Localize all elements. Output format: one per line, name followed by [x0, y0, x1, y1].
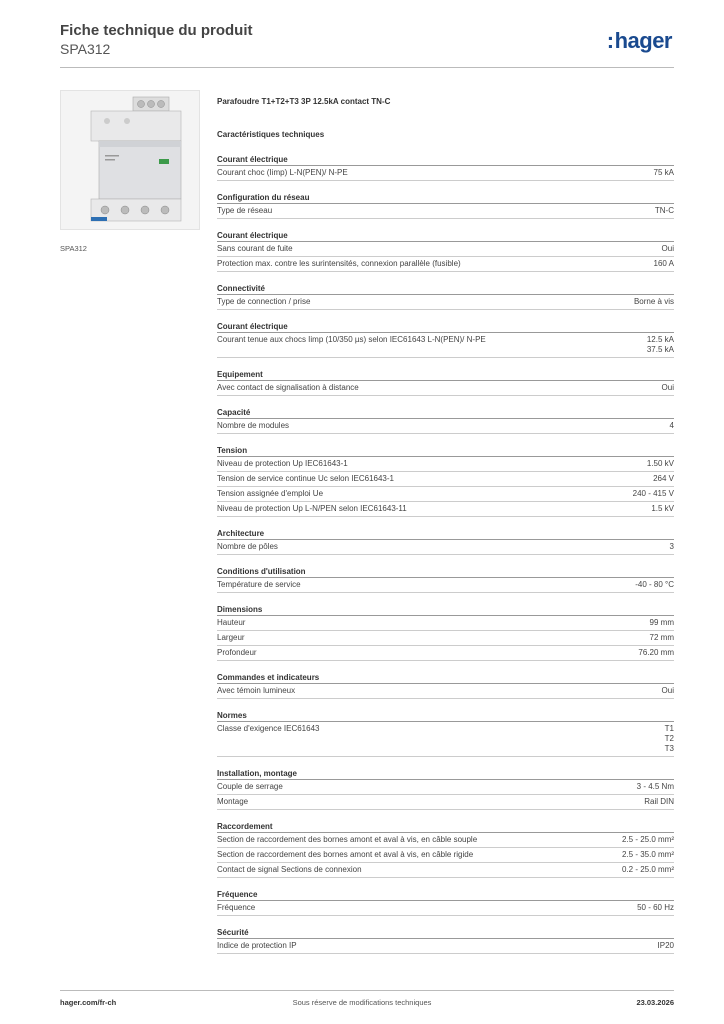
image-caption: SPA312: [60, 244, 87, 253]
spec-row: [217, 863, 674, 878]
spec-row: [217, 848, 674, 863]
spec-value: [644, 797, 674, 807]
spec-group-title: Installation, montage: [217, 767, 674, 780]
page-header: [60, 22, 674, 66]
spec-value-line: Oui: [661, 686, 674, 695]
spec-label: Tension de service continue Uc selon IEC61643-1: [217, 474, 394, 483]
spec-value-line: 76.20 mm: [638, 648, 674, 657]
spec-value: [622, 835, 674, 845]
spec-label: Type de réseau: [217, 206, 273, 215]
spec-value-line: 12.5 kA: [646, 335, 674, 344]
footer-website: hager.com/fr-ch: [60, 998, 117, 1007]
spec-value: [655, 206, 674, 216]
spec-group: [217, 767, 674, 810]
product-image: [60, 90, 200, 230]
logo-text: hager: [614, 28, 672, 53]
spec-group-title: Dimensions: [217, 603, 674, 616]
spec-value-line: T2: [664, 734, 674, 743]
spec-row: [217, 295, 674, 310]
spec-label: Courant tenue aux chocs Iimp (10/350 µs) selon IEC61643 L-N(PEN)/ N-PE: [217, 335, 486, 344]
spec-row: [217, 242, 674, 257]
spec-value: [647, 335, 674, 355]
spec-value-line: Rail DIN: [644, 797, 674, 806]
spec-row: [217, 616, 674, 631]
spec-label: Tension assignée d'emploi Ue: [217, 489, 324, 498]
spec-row: [217, 833, 674, 848]
spec-value: [633, 489, 674, 499]
surge-protector-product-photo-icon: [61, 91, 201, 231]
spec-group-title: Configuration du réseau: [217, 191, 674, 204]
specifications: [217, 96, 674, 954]
spec-value-line: 3 - 4.5 Nm: [636, 782, 674, 791]
spec-label: Section de raccordement des bornes amont et aval à vis, en câble rigide: [217, 850, 474, 859]
spec-group-title: Conditions d'utilisation: [217, 565, 674, 578]
spec-row: [217, 939, 674, 954]
spec-group-title: Normes: [217, 709, 674, 722]
spec-row: [217, 722, 674, 757]
spec-label: Fréquence: [217, 903, 256, 912]
spec-value: [637, 782, 674, 792]
spec-group-title: Courant électrique: [217, 320, 674, 333]
spec-label: Niveau de protection Up IEC61643-1: [217, 459, 348, 468]
spec-group: [217, 282, 674, 310]
spec-value: [651, 504, 674, 514]
footer-date: 23.03.2026: [636, 998, 674, 1007]
spec-value-line: TN-C: [654, 206, 674, 215]
spec-value: [662, 383, 674, 393]
spec-label: Nombre de modules: [217, 421, 290, 430]
spec-label: Protection max. contre les surintensités, connexion parallèle (fusible): [217, 259, 461, 268]
spec-value: [650, 633, 674, 643]
spec-group: [217, 926, 674, 954]
section-title: Caractéristiques techniques: [217, 130, 325, 139]
spec-value-line: 0.2 - 25.0 mm²: [621, 865, 674, 874]
spec-label: Hauteur: [217, 618, 246, 627]
spec-group: [217, 444, 674, 517]
spec-group: [217, 320, 674, 358]
spec-row: [217, 204, 674, 219]
spec-row: [217, 381, 674, 396]
spec-group: [217, 820, 674, 878]
spec-row: [217, 578, 674, 593]
spec-value: [650, 618, 674, 628]
spec-group: [217, 603, 674, 661]
spec-value: [647, 459, 674, 469]
spec-group: [217, 671, 674, 699]
spec-value: [662, 686, 674, 696]
spec-value-line: 2.5 - 25.0 mm²: [621, 835, 674, 844]
spec-label: Largeur: [217, 633, 245, 642]
spec-value-line: T1: [664, 724, 674, 733]
spec-value-line: -40 - 80 °C: [635, 580, 674, 589]
spec-group: [217, 527, 674, 555]
spec-row: [217, 457, 674, 472]
spec-group-title: Capacité: [217, 406, 674, 419]
spec-group: [217, 368, 674, 396]
spec-label: Avec contact de signalisation à distance: [217, 383, 359, 392]
spec-label: Avec témoin lumineux: [217, 686, 296, 695]
spec-label: Niveau de protection Up L-N/PEN selon IEC61643-11: [217, 504, 407, 513]
spec-row: [217, 631, 674, 646]
spec-value-line: 75 kA: [653, 168, 674, 177]
spec-row: [217, 166, 674, 181]
spec-row: [217, 780, 674, 795]
spec-group-title: Courant électrique: [217, 153, 674, 166]
spec-value-line: 1.5 kV: [651, 504, 674, 513]
spec-label: Classe d'exigence IEC61643: [217, 724, 320, 733]
spec-value: [622, 850, 674, 860]
spec-row: [217, 419, 674, 434]
spec-group: [217, 888, 674, 916]
spec-row: [217, 901, 674, 916]
spec-value-line: 4: [669, 421, 674, 430]
spec-value-line: 264 V: [653, 474, 674, 483]
spec-row: [217, 795, 674, 810]
spec-value-line: Borne à vis: [633, 297, 674, 306]
spec-group-title: Raccordement: [217, 820, 674, 833]
spec-value: [654, 168, 674, 178]
spec-value: [658, 941, 674, 951]
spec-row: [217, 540, 674, 555]
spec-value: [638, 648, 674, 658]
spec-groups: [217, 153, 674, 954]
spec-value-line: 72 mm: [649, 633, 674, 642]
spec-value: [637, 903, 674, 913]
spec-value-line: 3: [669, 542, 674, 551]
spec-label: Contact de signal Sections de connexion: [217, 865, 362, 874]
product-name: Parafoudre T1+T2+T3 3P 12.5kA contact TN-C: [217, 97, 391, 106]
spec-value-line: Oui: [661, 383, 674, 392]
spec-group-title: Tension: [217, 444, 674, 457]
spec-value: [653, 474, 674, 484]
spec-row: [217, 487, 674, 502]
spec-label: Section de raccordement des bornes amont et aval à vis, en câble souple: [217, 835, 478, 844]
spec-group: [217, 406, 674, 434]
spec-value: [662, 244, 674, 254]
spec-group-title: Sécurité: [217, 926, 674, 939]
spec-group: [217, 153, 674, 181]
spec-group-title: Courant électrique: [217, 229, 674, 242]
spec-value-line: 2.5 - 35.0 mm²: [621, 850, 674, 859]
spec-label: Couple de serrage: [217, 782, 283, 791]
spec-group: [217, 229, 674, 272]
spec-label: Montage: [217, 797, 249, 806]
hager-logo: [607, 28, 672, 54]
spec-value: [622, 865, 674, 875]
spec-value-line: 160 A: [653, 259, 674, 268]
spec-group: [217, 191, 674, 219]
spec-value: [634, 297, 674, 307]
spec-row: [217, 333, 674, 358]
spec-value-line: 99 mm: [649, 618, 674, 627]
spec-value-line: Oui: [661, 244, 674, 253]
spec-row: [217, 257, 674, 272]
spec-group: [217, 565, 674, 593]
spec-group-title: Architecture: [217, 527, 674, 540]
spec-group-title: Commandes et indicateurs: [217, 671, 674, 684]
spec-label: Courant choc (Iimp) L-N(PEN)/ N-PE: [217, 168, 348, 177]
spec-value: [670, 542, 674, 552]
spec-value-line: 240 - 415 V: [632, 489, 674, 498]
spec-row: [217, 502, 674, 517]
product-reference: SPA312: [60, 41, 111, 57]
spec-value-line: 1.50 kV: [646, 459, 674, 468]
spec-value: [654, 259, 674, 269]
spec-label: Sans courant de fuite: [217, 244, 293, 253]
spec-row: [217, 646, 674, 661]
spec-label: Indice de protection IP: [217, 941, 297, 950]
spec-value: [665, 724, 674, 754]
spec-value: [670, 421, 674, 431]
spec-label: Profondeur: [217, 648, 257, 657]
spec-group-title: Connectivité: [217, 282, 674, 295]
spec-value-line: 37.5 kA: [646, 345, 674, 354]
document-title: Fiche technique du produit: [60, 22, 253, 39]
spec-group-title: Equipement: [217, 368, 674, 381]
spec-label: Type de connection / prise: [217, 297, 311, 306]
spec-value: [635, 580, 674, 590]
spec-value-line: T3: [664, 744, 674, 753]
footer-divider: [60, 990, 674, 991]
spec-value-line: IP20: [657, 941, 674, 950]
spec-label: Température de service: [217, 580, 301, 589]
footer-notice: Sous réserve de modifications techniques: [292, 998, 432, 1007]
logo-dots-icon: :: [606, 28, 614, 53]
spec-group-title: Fréquence: [217, 888, 674, 901]
spec-row: [217, 472, 674, 487]
spec-group: [217, 709, 674, 757]
spec-value-line: 50 - 60 Hz: [637, 903, 674, 912]
header-divider: [60, 67, 674, 68]
spec-row: [217, 684, 674, 699]
spec-label: Nombre de pôles: [217, 542, 278, 551]
